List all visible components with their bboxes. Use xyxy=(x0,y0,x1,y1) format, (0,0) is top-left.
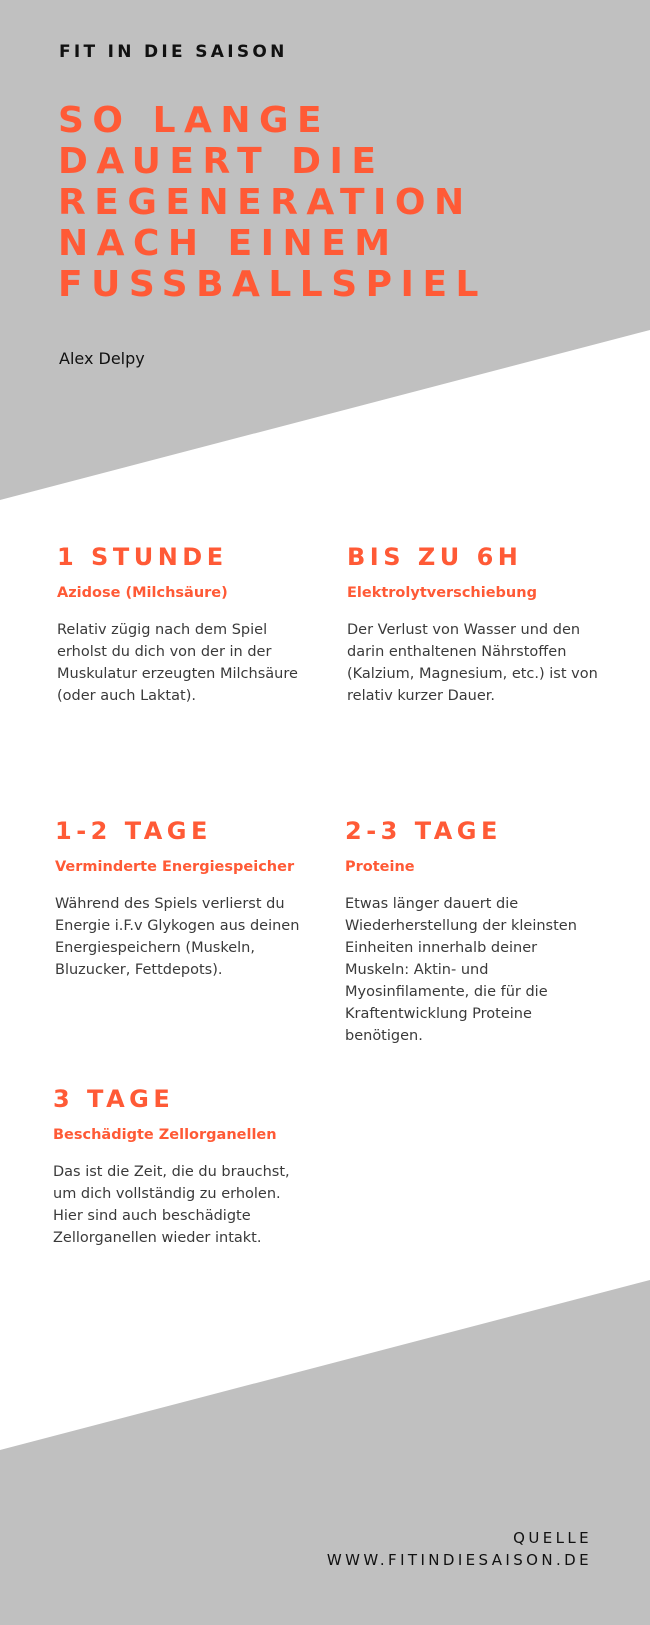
title-line: NACH EINEM xyxy=(58,223,399,264)
section-heading: 3 TAGE xyxy=(53,1085,175,1113)
section-heading: 1-2 TAGE xyxy=(55,817,212,845)
section-subtitle: Elektrolytverschiebung xyxy=(347,585,537,601)
section-bis-zu-6h xyxy=(347,543,607,707)
section-heading: 1 STUNDE xyxy=(57,543,228,571)
section-heading: BIS ZU 6H xyxy=(347,543,523,571)
author-name: Alex Delpy xyxy=(59,349,145,368)
section-1-stunde xyxy=(57,543,317,707)
title-line: DAUERT DIE xyxy=(58,141,385,182)
page-title xyxy=(58,100,638,305)
title-line: FUSSBALLSPIEL xyxy=(58,264,487,305)
section-body: Das ist die Zeit, die du brauchst, um dich vollständig zu erholen. Hier sind auch beschädigte Zellorganellen wieder intakt. xyxy=(53,1164,290,1246)
footer-band xyxy=(0,1280,650,1625)
section-1-2-tage xyxy=(55,817,315,981)
source-url: WWW.FITINDIESAISON.DE xyxy=(326,1551,592,1569)
section-subtitle: Proteine xyxy=(345,859,415,875)
section-heading: 2-3 TAGE xyxy=(345,817,502,845)
source-credit xyxy=(327,1527,592,1571)
section-body: Etwas länger dauert die Wiederherstellung der kleinsten Einheiten innerhalb deiner Muskeln: Aktin- und Myosinfilamente, die für die Kraftentwicklung Proteine benötigen. xyxy=(345,896,577,1044)
section-subtitle: Azidose (Milchsäure) xyxy=(57,585,228,601)
title-line: REGENERATION xyxy=(58,182,473,223)
section-subtitle: Beschädigte Zellorganellen xyxy=(53,1127,277,1143)
brand-name: FIT IN DIE SAISON xyxy=(59,42,288,62)
section-subtitle: Verminderte Energiespeicher xyxy=(55,859,295,875)
section-body: Der Verlust von Wasser und den darin enthaltenen Nährstoffen (Kalzium, Magnesium, etc.) ist von relativ kurzer Dauer. xyxy=(347,622,598,704)
section-body: Relativ zügig nach dem Spiel erholst du dich von der in der Muskulatur erzeugten Milchsäure (oder auch Laktat). xyxy=(57,622,298,704)
section-3-tage xyxy=(53,1085,313,1249)
section-2-3-tage xyxy=(345,817,605,1047)
section-body: Während des Spiels verlierst du Energie i.F.v Glykogen aus deinen Energiespeichern (Muskeln, Bluzucker, Fettdepots). xyxy=(55,896,300,978)
source-label: QUELLE xyxy=(513,1529,592,1547)
title-line: SO LANGE xyxy=(58,100,331,141)
